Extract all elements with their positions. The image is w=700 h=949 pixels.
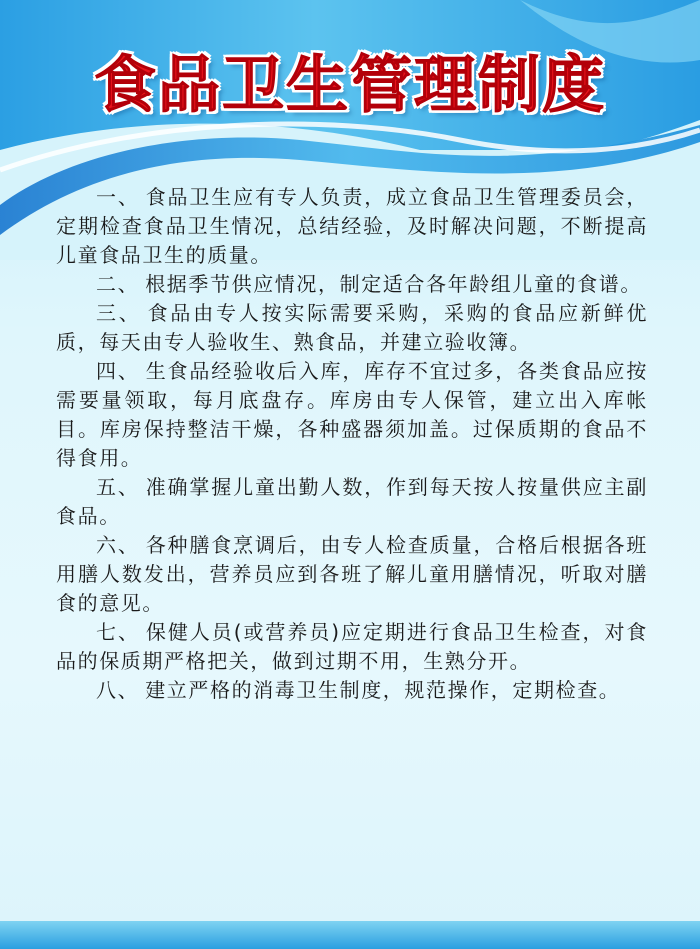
rule-text: 各种膳食烹调后，由专人检查质量，合格后根据各班用膳人数发出，营养员应到各班了解儿童用膳情况，听取对膳食的意见。 <box>56 533 648 615</box>
rule-text: 建立严格的消毒卫生制度，规范操作，定期检查。 <box>145 678 621 702</box>
rule-number: 七、 <box>96 620 140 644</box>
rule-text: 食品由专人按实际需要采购，采购的食品应新鲜优质，每天由专人验收生、熟食品，并建立验收簿。 <box>56 301 649 354</box>
bottom-decoration-bar <box>0 921 700 949</box>
rule-text: 准确掌握儿童出勤人数，作到每天按人按量供应主副食品。 <box>56 475 648 528</box>
rule-text: 生食品经验收后入库，库存不宜过多，各类食品应按需要量领取，每月底盘存。库房由专人保管，建立出入库帐目。库房保持整洁干燥，各种盛器须加盖。过保质期的食品不得食用。 <box>56 359 648 470</box>
rule-number: 六、 <box>96 533 140 557</box>
rule-item <box>56 618 648 676</box>
rule-item <box>56 357 648 473</box>
rule-number: 八、 <box>96 678 140 702</box>
rule-text: 保健人员(或营养员)应定期进行食品卫生检查，对食品的保质期严格把关，做到过期不用，生熟分开。 <box>56 620 648 673</box>
rule-item <box>56 299 648 357</box>
rule-number: 五、 <box>96 475 140 499</box>
rule-text: 食品卫生应有专人负责，成立食品卫生管理委员会，定期检查食品卫生情况，总结经验，及时解决问题，不断提高儿童食品卫生的质量。 <box>56 185 648 267</box>
rule-number: 一、 <box>96 185 140 209</box>
page-title: 食品卫生管理制度 <box>93 48 606 121</box>
rule-number: 四、 <box>96 359 140 383</box>
rule-item <box>56 473 648 531</box>
rule-item <box>56 270 648 299</box>
rule-text: 根据季节供应情况，制定适合各年龄组儿童的食谱。 <box>145 272 643 296</box>
rule-item <box>56 676 648 705</box>
rules-list <box>56 183 648 705</box>
rule-item <box>56 183 648 270</box>
rule-number: 二、 <box>96 272 140 296</box>
rule-item <box>56 531 648 618</box>
rule-number: 三、 <box>96 301 142 325</box>
